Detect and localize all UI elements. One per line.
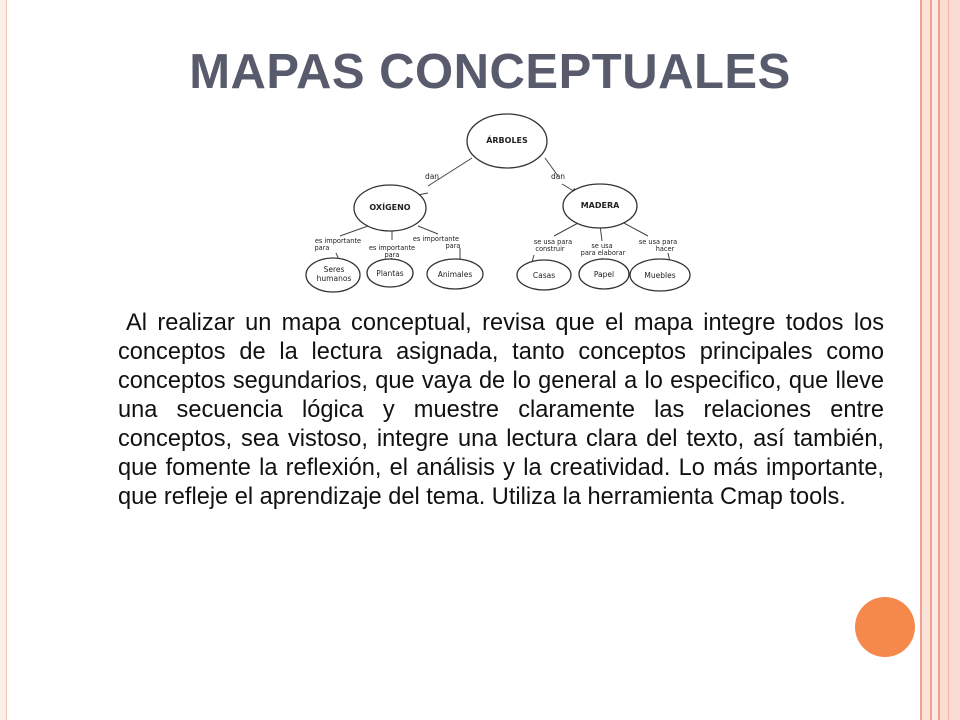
decorative-orange-circle bbox=[855, 597, 915, 657]
leaf-label-animales: Animales bbox=[437, 270, 473, 279]
link-label-dan-left: dan bbox=[424, 172, 440, 181]
right-stripe bbox=[948, 0, 949, 720]
leaf-label-plantas: Plantas bbox=[376, 269, 404, 278]
concept-map-diagram bbox=[300, 108, 700, 298]
link-label-left-b-1: es importante bbox=[368, 244, 416, 252]
connector-oxigeno-link-a bbox=[340, 226, 368, 236]
right-stripe bbox=[940, 0, 960, 720]
link-label-left-b-2: para bbox=[384, 251, 400, 259]
link-label-right-c-2: hacer bbox=[655, 245, 675, 253]
connector-madera-link-a bbox=[554, 222, 580, 236]
link-label-dan-right: dan bbox=[550, 172, 566, 181]
right-stripe bbox=[922, 0, 930, 720]
link-label-right-c-1: se usa para bbox=[638, 238, 678, 246]
node-label-arboles: ÁRBOLES bbox=[486, 136, 528, 145]
leaf-label-casas: Casas bbox=[532, 271, 556, 280]
link-label-left-c-1: es importante bbox=[412, 235, 460, 243]
leaf-label-muebles: Muebles bbox=[644, 271, 676, 280]
body-paragraph: Al realizar un mapa conceptual, revisa que el mapa integre todos los conceptos de la lectura asignada, tanto conceptos principales como conceptos segundarios, que vaya de lo general a lo especifico, que lleve una secuencia lógica y muestre claramente las relaciones entre conceptos, sea vistoso, integre una lectura clara del texto, así también, que fomente la reflexión, el análisis y la creatividad. Lo más importante, que refleje el aprendizaje del tema. Utiliza la herramienta Cmap tools. bbox=[118, 310, 884, 510]
slide-title: MAPAS CONCEPTUALES bbox=[189, 45, 791, 99]
leaf-label-seres-2: humanos bbox=[316, 274, 352, 283]
link-label-left-a-2: para bbox=[314, 244, 330, 252]
link-label-left-c-2: para bbox=[445, 242, 461, 250]
leaf-label-seres-1: Seres bbox=[323, 265, 345, 274]
node-label-oxigeno: OXÍGENO bbox=[369, 203, 411, 212]
connector-oxigeno-link-c bbox=[418, 226, 438, 234]
link-label-left-a-1: es importante bbox=[314, 237, 362, 245]
link-label-right-b-2: para elaborar bbox=[580, 249, 626, 257]
link-label-right-b-1: se usa bbox=[591, 242, 613, 250]
leaf-label-papel: Papel bbox=[593, 270, 615, 279]
link-label-right-a-2: construir bbox=[535, 245, 565, 253]
connector-madera-link-c bbox=[622, 222, 648, 236]
link-label-right-a-1: se usa para bbox=[533, 238, 573, 246]
left-border-line bbox=[6, 0, 7, 720]
node-label-madera: MADERA bbox=[580, 201, 620, 210]
